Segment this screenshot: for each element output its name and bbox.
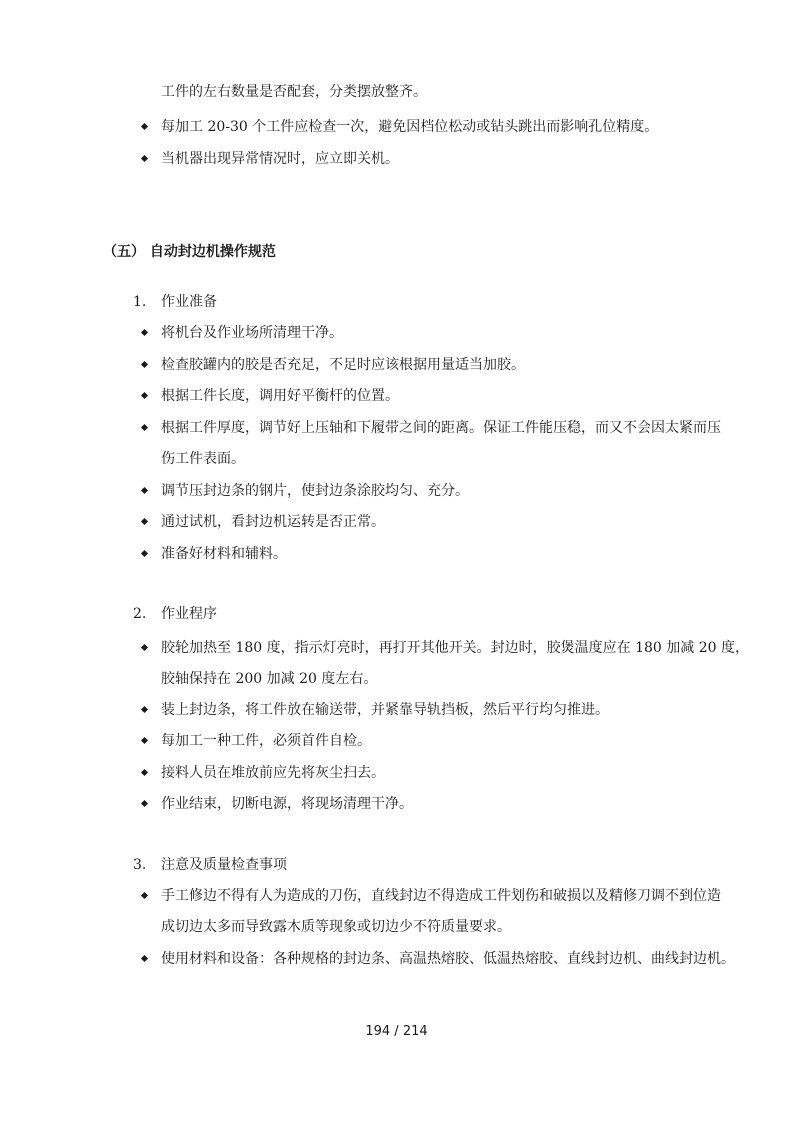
subsection-number: 1.	[133, 294, 147, 310]
subsection-title: 注意及质量检查事项	[161, 857, 287, 873]
bullet-icon	[141, 155, 148, 162]
subsection-number: 2.	[133, 606, 147, 622]
bullet-icon	[141, 800, 148, 807]
bullet-icon	[141, 424, 148, 431]
bullet-text: 每加工 20-30 个工件应检查一次，避免因档位松动或钻头跳出而影响孔位精度。	[161, 119, 659, 135]
bullet-text-continuation: 成切边太多而导致露木质等现象或切边少不符质量要求。	[161, 919, 511, 935]
bullet-text: 调节压封边条的钢片，使封边条涂胶均匀、充分。	[161, 483, 469, 499]
bullet-icon	[141, 955, 148, 962]
bullet-icon	[141, 737, 148, 744]
bullet-text: 每加工一种工件，必须首件自检。	[161, 733, 371, 749]
subsection-title: 作业程序	[161, 606, 217, 622]
bullet-icon	[141, 706, 148, 713]
bullet-text: 接料人员在堆放前应先将灰尘扫去。	[161, 765, 385, 781]
paragraph-continuation: 工件的左右数量是否配套，分类摆放整齐。	[161, 84, 427, 100]
bullet-text: 将机台及作业场所清理干净。	[161, 325, 343, 341]
bullet-text-continuation: 伤工件表面。	[161, 451, 245, 467]
bullet-text: 根据工件长度，调用好平衡杆的位置。	[161, 388, 399, 404]
bullet-icon	[141, 644, 148, 651]
bullet-icon	[141, 361, 148, 368]
bullet-text: 准备好材料和辅料。	[161, 546, 287, 562]
bullet-icon	[141, 518, 148, 525]
bullet-text: 根据工件厚度，调节好上压轴和下履带之间的距离。保证工件能压稳，而又不会因太紧而压	[161, 420, 721, 436]
section-heading: （五） 自动封边机操作规范	[103, 244, 276, 260]
bullet-text: 使用材料和设备：各种规格的封边条、高温热熔胶、低温热熔胶、直线封边机、曲线封边机。	[161, 951, 735, 967]
bullet-text: 作业结束，切断电源，将现场清理干净。	[161, 796, 413, 812]
bullet-text: 装上封边条，将工件放在输送带，并紧靠导轨挡板，然后平行均匀推进。	[161, 702, 609, 718]
bullet-icon	[141, 123, 148, 130]
bullet-icon	[141, 550, 148, 557]
bullet-text: 胶轮加热至 180 度，指示灯亮时，再打开其他开关。封边时，胶煲温度应在 180 加减 20 度，	[161, 640, 749, 656]
bullet-icon	[141, 392, 148, 399]
subsection-number: 3.	[133, 857, 147, 873]
bullet-text: 检查胶罐内的胶是否充足，不足时应该根据用量适当加胶。	[161, 357, 525, 373]
bullet-icon	[141, 329, 148, 336]
bullet-text: 当机器出现异常情况时，应立即关机。	[161, 151, 399, 167]
page-number: 194 / 214	[365, 1024, 428, 1039]
bullet-text-continuation: 胶轴保持在 200 加减 20 度左右。	[161, 671, 378, 687]
bullet-icon	[141, 487, 148, 494]
bullet-icon	[141, 892, 148, 899]
subsection-title: 作业准备	[161, 294, 217, 310]
bullet-text: 通过试机，看封边机运转是否正常。	[161, 514, 385, 530]
bullet-icon	[141, 769, 148, 776]
bullet-text: 手工修边不得有人为造成的刀伤，直线封边不得造成工件划伤和破损以及精修刀调不到位造	[161, 888, 721, 904]
